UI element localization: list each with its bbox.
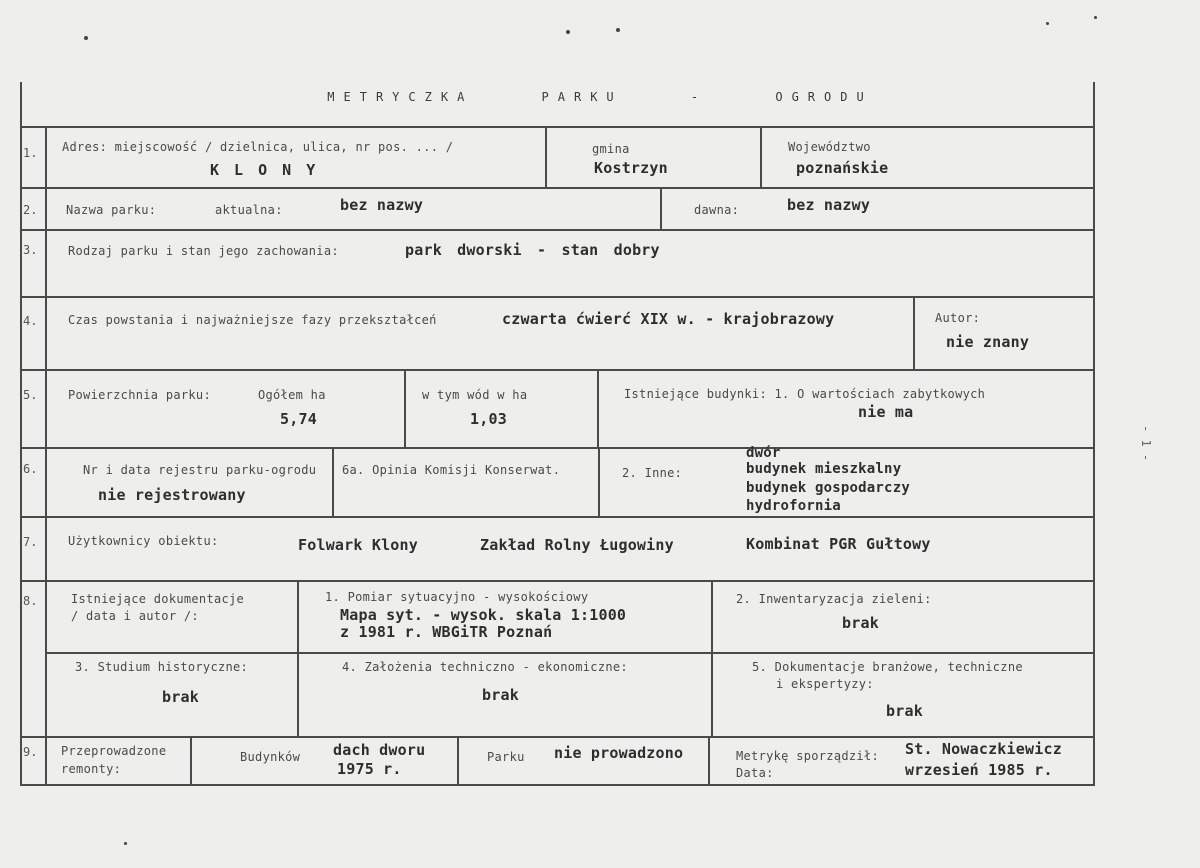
rule-h bbox=[20, 784, 1095, 786]
rule-v bbox=[190, 736, 192, 786]
rule-h bbox=[20, 296, 1095, 298]
rule-v bbox=[404, 369, 406, 449]
buildings-heritage-label: Istniejące budynki: 1. O wartościach zabytkowych bbox=[624, 387, 986, 401]
industry-docs-value: brak bbox=[886, 702, 923, 720]
gmina-value: Kostrzyn bbox=[594, 159, 668, 177]
user-entry: Zakład Rolny Ługowiny bbox=[480, 536, 674, 554]
rule-h bbox=[20, 447, 1095, 449]
current-name-label: aktualna: bbox=[215, 203, 283, 217]
renovations-label-2: remonty: bbox=[61, 762, 122, 776]
user-entry: Kombinat PGR Gułtowy bbox=[746, 535, 931, 553]
rule-v bbox=[457, 736, 459, 786]
page-marker: - 1 - bbox=[1139, 425, 1153, 462]
rule-v bbox=[1093, 82, 1095, 786]
rule-h bbox=[20, 580, 1095, 582]
row-number: 8. bbox=[23, 594, 38, 608]
other-building: hydrofornia bbox=[746, 498, 841, 514]
conservation-opinion-label: 6a. Opinia Komisji Konserwat. bbox=[342, 463, 561, 477]
park-renovation-value: nie prowadzono bbox=[554, 744, 684, 762]
history-study-label: 3. Studium historyczne: bbox=[75, 660, 249, 674]
form-title bbox=[0, 90, 1200, 104]
rule-h bbox=[20, 229, 1095, 231]
row-number: 9. bbox=[23, 745, 38, 759]
compiled-by-value: St. Nowaczkiewicz bbox=[905, 740, 1062, 758]
total-area-value: 5,74 bbox=[280, 410, 317, 428]
user-entry: Folwark Klony bbox=[298, 536, 418, 554]
scan-speck bbox=[616, 28, 620, 32]
buildings-renovation-value: dach dworu bbox=[333, 741, 426, 759]
origin-label: Czas powstania i najważniejsze fazy przekształceń bbox=[68, 313, 437, 327]
rule-v bbox=[545, 126, 547, 189]
rule-h bbox=[20, 516, 1095, 518]
row-number: 2. bbox=[23, 203, 38, 217]
title-part-4: OGRODU bbox=[775, 90, 873, 104]
park-type-label: Rodzaj parku i stan jego zachowania: bbox=[68, 244, 339, 258]
rule-h bbox=[20, 736, 1095, 738]
rule-v bbox=[297, 580, 299, 738]
address-label: Adres: miejscowość / dzielnica, ulica, nr pos. ... / bbox=[62, 140, 454, 154]
rule-v bbox=[332, 447, 334, 518]
scan-speck bbox=[124, 842, 127, 845]
scan-speck bbox=[84, 36, 88, 40]
rule-v bbox=[711, 580, 713, 738]
row-number: 4. bbox=[23, 314, 38, 328]
compiled-by-label: Metrykę sporządził: bbox=[736, 749, 879, 763]
rule-v bbox=[760, 126, 762, 189]
documentation-label-2: / data i autor /: bbox=[71, 609, 199, 623]
voivodeship-value: poznańskie bbox=[796, 159, 889, 177]
survey-value-2: z 1981 r. WBGiTR Poznań bbox=[340, 623, 553, 641]
area-label: Powierzchnia parku: bbox=[68, 388, 211, 402]
park-renovation-label: Parku bbox=[487, 750, 525, 764]
other-buildings-label: 2. Inne: bbox=[622, 466, 683, 480]
park-type-value: park dworski - stan dobry bbox=[405, 241, 660, 259]
buildings-renovation-label: Budynków bbox=[240, 750, 301, 764]
current-name-value: bez nazwy bbox=[340, 196, 424, 214]
other-building: budynek gospodarczy bbox=[746, 480, 910, 496]
row-number: 1. bbox=[23, 146, 38, 160]
scan-speck bbox=[1094, 16, 1097, 19]
buildings-heritage-value: nie ma bbox=[858, 403, 914, 421]
author-label: Autor: bbox=[935, 311, 981, 325]
rule-h bbox=[20, 126, 1095, 128]
industry-docs-label-2: i ekspertyzy: bbox=[776, 677, 874, 691]
register-value: nie rejestrowany bbox=[98, 486, 246, 504]
row-number: 6. bbox=[23, 462, 38, 476]
scan-speck bbox=[566, 30, 570, 34]
date-label: Data: bbox=[736, 766, 774, 780]
author-value: nie znany bbox=[946, 333, 1030, 351]
renovations-label: Przeprowadzone bbox=[61, 744, 167, 758]
address-value: K L O N Y bbox=[210, 161, 319, 179]
former-name-label: dawna: bbox=[694, 203, 740, 217]
rule-v bbox=[913, 296, 915, 371]
title-part-3: - bbox=[690, 90, 708, 104]
register-label: Nr i data rejestru parku-ogrodu bbox=[83, 463, 317, 477]
total-area-label: Ogółem ha bbox=[258, 388, 326, 402]
title-part-2: PARKU bbox=[541, 90, 623, 104]
gmina-label: gmina bbox=[592, 142, 630, 156]
inventory-label: 2. Inwentaryzacja zieleni: bbox=[736, 592, 932, 606]
date-value: wrzesień 1985 r. bbox=[905, 761, 1053, 779]
scan-speck bbox=[1046, 22, 1049, 25]
water-area-value: 1,03 bbox=[470, 410, 507, 428]
rule-v bbox=[45, 126, 47, 786]
other-building: dwór bbox=[746, 445, 781, 461]
row-number: 3. bbox=[23, 243, 38, 257]
rule-v bbox=[660, 187, 662, 231]
users-label: Użytkownicy obiektu: bbox=[68, 534, 219, 548]
row-number: 5. bbox=[23, 388, 38, 402]
survey-label: 1. Pomiar sytuacyjno - wysokościowy bbox=[325, 590, 589, 604]
tech-econ-label: 4. Założenia techniczno - ekonomiczne: bbox=[342, 660, 628, 674]
origin-value: czwarta ćwierć XIX w. - krajobrazowy bbox=[502, 310, 835, 328]
rule-h bbox=[46, 652, 1095, 654]
survey-value: Mapa syt. - wysok. skala 1:1000 bbox=[340, 606, 627, 624]
rule-v bbox=[20, 82, 22, 786]
other-building: budynek mieszkalny bbox=[746, 461, 902, 477]
former-name-value: bez nazwy bbox=[787, 196, 871, 214]
row-number: 7. bbox=[23, 535, 38, 549]
tech-econ-value: brak bbox=[482, 686, 519, 704]
rule-h bbox=[20, 369, 1095, 371]
buildings-renovation-year: 1975 r. bbox=[337, 760, 402, 778]
water-area-label: w tym wód w ha bbox=[422, 388, 528, 402]
documentation-label: Istniejące dokumentacje bbox=[71, 592, 245, 606]
rule-v bbox=[598, 447, 600, 518]
rule-v bbox=[597, 369, 599, 449]
industry-docs-label: 5. Dokumentacje branżowe, techniczne bbox=[752, 660, 1023, 674]
voivodeship-label: Województwo bbox=[788, 140, 871, 154]
park-name-label: Nazwa parku: bbox=[66, 203, 157, 217]
rule-v bbox=[708, 736, 710, 786]
inventory-value: brak bbox=[842, 614, 879, 632]
history-study-value: brak bbox=[162, 688, 199, 706]
title-part-1: METRYCZKA bbox=[327, 90, 474, 104]
rule-h bbox=[20, 187, 1095, 189]
